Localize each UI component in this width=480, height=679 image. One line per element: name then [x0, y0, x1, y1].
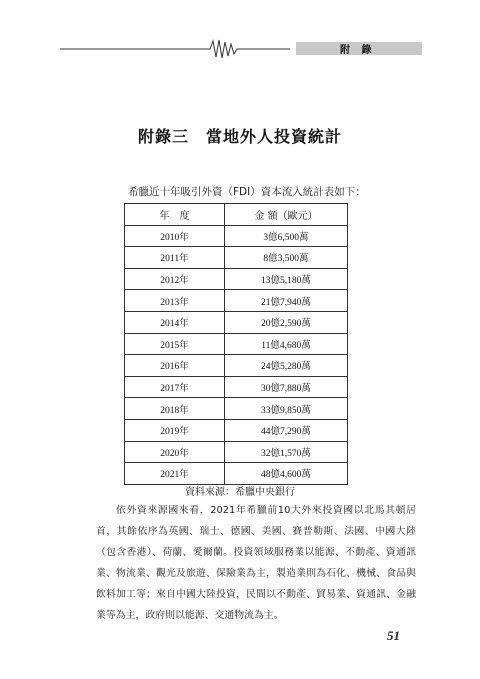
cell-amount: 13億5,180萬	[225, 268, 348, 290]
table-row	[125, 441, 348, 463]
cell-year: 2019年	[125, 419, 225, 441]
fdi-table	[124, 203, 348, 485]
cell-year: 2021年	[125, 463, 225, 485]
table-row	[125, 333, 348, 355]
body-paragraph: 依外資來源國來看，2021年希臘前10大外來投資國以北馬其頓居首，其餘依序為英國、瑞士、德國、美國、賽普勒斯、法國、中國大陸（包含香港）、荷蘭、愛爾蘭。投資領域服務業以能源、不動產、資通訊業、物流業、觀光及旅遊、保險業為主，製造業則為石化、機械、食品與飲料加工等；來自中國大陸投資，民間以不動產、貿易業、資通訊、金融業等為主，政府則以能源、交通物流為主。	[96, 505, 416, 621]
header-amount: 金 額（歐元）	[225, 204, 348, 226]
cell-amount: 30億7,880萬	[225, 376, 348, 398]
cell-amount: 24億5,280萬	[225, 355, 348, 377]
cell-year: 2020年	[125, 441, 225, 463]
cell-year: 2016年	[125, 355, 225, 377]
cell-year: 2015年	[125, 333, 225, 355]
cell-amount: 20億2,590萬	[225, 311, 348, 333]
cell-year: 2010年	[125, 225, 225, 247]
cell-year: 2018年	[125, 398, 225, 420]
cell-year: 2014年	[125, 311, 225, 333]
table-row	[125, 247, 348, 269]
cell-amount: 48億4,600萬	[225, 463, 348, 485]
table-row	[125, 355, 348, 377]
table-row	[125, 311, 348, 333]
cell-year: 2011年	[125, 247, 225, 269]
table-row	[125, 463, 348, 485]
cell-amount: 32億1,570萬	[225, 441, 348, 463]
cell-year: 2017年	[125, 376, 225, 398]
table-row	[125, 419, 348, 441]
table-caption: 希臘近十年吸引外資（FDI）資本流入統計表如下：	[128, 186, 366, 198]
table-header-row	[125, 204, 348, 226]
table-row	[125, 268, 348, 290]
cell-amount: 11億4,680萬	[225, 333, 348, 355]
cell-year: 2012年	[125, 268, 225, 290]
cell-amount: 3億6,500萬	[225, 225, 348, 247]
table-row	[125, 376, 348, 398]
cell-amount: 8億3,500萬	[225, 247, 348, 269]
page-title: 附錄三 當地外人投資統計	[137, 127, 342, 146]
cell-year: 2013年	[125, 290, 225, 312]
cell-amount: 44億7,290萬	[225, 419, 348, 441]
table-row	[125, 225, 348, 247]
table-row	[125, 398, 348, 420]
table-source: 資料來源：希臘中央銀行	[185, 487, 295, 498]
header-zigzag-icon	[206, 40, 242, 58]
cell-amount: 21億7,940萬	[225, 290, 348, 312]
header-label: 附 錄	[340, 45, 376, 56]
table-row	[125, 290, 348, 312]
page-number: 51	[387, 628, 400, 643]
cell-amount: 33億9,850萬	[225, 398, 348, 420]
header-year: 年 度	[125, 204, 225, 226]
